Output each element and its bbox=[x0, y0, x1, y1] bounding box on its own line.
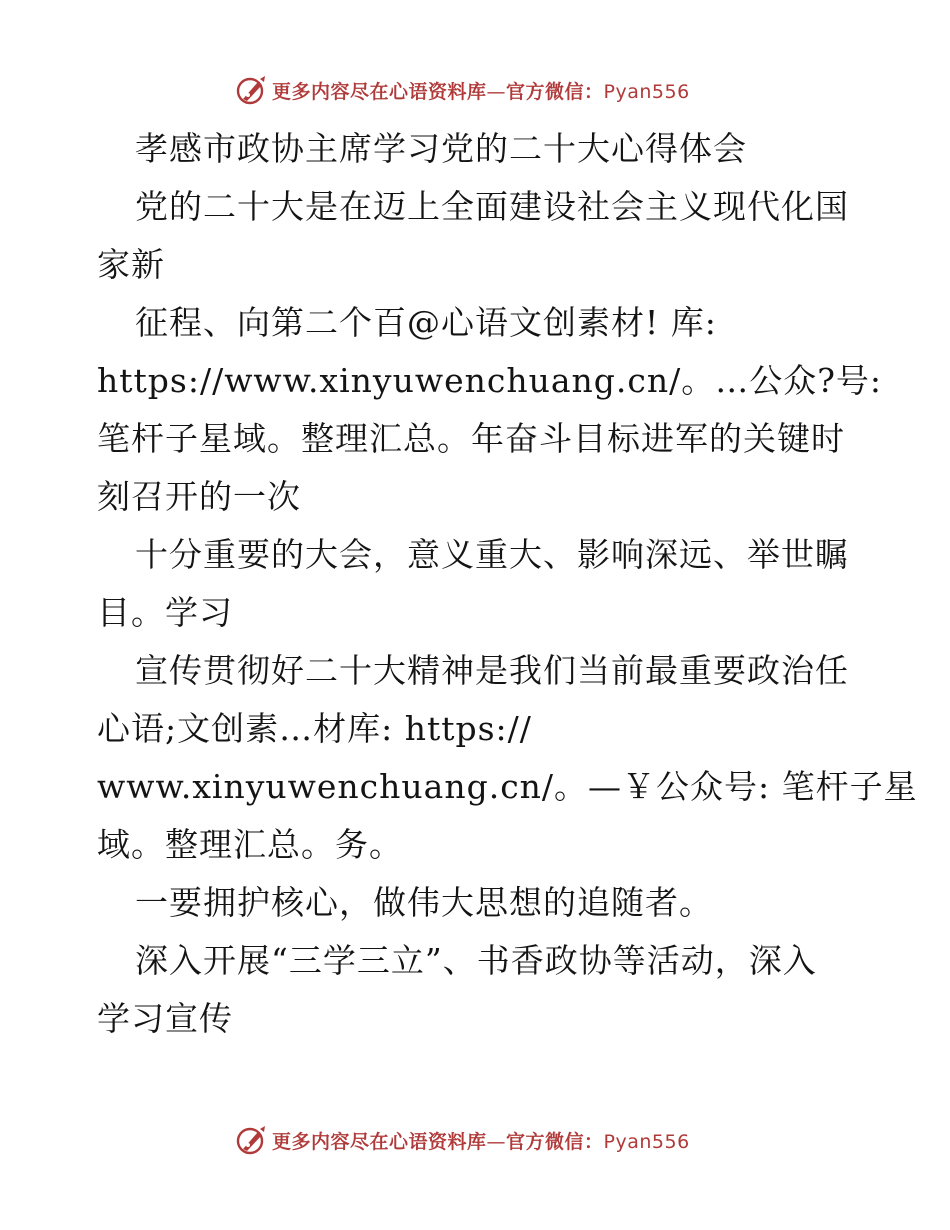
watermark-brand: 更多内容尽在心语资料库 bbox=[272, 1130, 487, 1153]
watermark-brand: 更多内容尽在心语资料库 bbox=[272, 80, 487, 103]
paragraph-line: 学习宣传 bbox=[97, 999, 233, 1038]
paragraph-line: 目。学习 bbox=[97, 593, 233, 632]
paragraph-line: 心语;文创素…材库: https:// bbox=[97, 709, 532, 748]
paragraph-line: 征程、向第二个百@心语文创素材! 库: bbox=[135, 303, 717, 342]
pen-nib-logo-icon bbox=[234, 73, 268, 107]
paragraph-line: 刻召开的一次 bbox=[97, 477, 301, 516]
watermark-wechat-label: 官方微信： bbox=[506, 1130, 604, 1153]
paragraph-line: 十分重要的大会，意义重大、影响深远、举世瞩 bbox=[135, 535, 849, 574]
footer-watermark bbox=[234, 1122, 734, 1158]
paragraph-line: 笔杆子星域。整理汇总。年奋斗目标进军的关键时 bbox=[97, 419, 845, 458]
watermark-text bbox=[272, 77, 690, 104]
watermark-wechat-id: Pyan556 bbox=[603, 1130, 690, 1153]
header-watermark bbox=[234, 72, 734, 108]
paragraph-line: 宣传贯彻好二十大精神是我们当前最重要政治任 bbox=[135, 651, 849, 690]
paragraph-line: www.xinyuwenchuang.cn/。—￥公众号: 笔杆子星 bbox=[97, 767, 918, 806]
watermark-wechat-label: 官方微信： bbox=[506, 80, 604, 103]
paragraph-line: 一要拥护核心，做伟大思想的追随者。 bbox=[135, 883, 713, 922]
watermark-text bbox=[272, 1127, 690, 1154]
paragraph-line: 深入开展“三学三立”、书香政协等活动，深入 bbox=[135, 941, 817, 980]
document-title: 孝感市政协主席学习党的二十大心得体会 bbox=[135, 129, 747, 168]
paragraph-line: https://www.xinyuwenchuang.cn/。…公众?号: bbox=[97, 361, 883, 400]
watermark-dash: — bbox=[486, 80, 507, 103]
pen-nib-logo-icon bbox=[234, 1123, 268, 1157]
watermark-wechat-id: Pyan556 bbox=[603, 80, 690, 103]
watermark-dash: — bbox=[486, 1130, 507, 1153]
paragraph-line: 党的二十大是在迈上全面建设社会主义现代化国 bbox=[135, 187, 849, 226]
paragraph-line: 域。整理汇总。务。 bbox=[97, 825, 403, 864]
paragraph-line: 家新 bbox=[97, 245, 165, 284]
